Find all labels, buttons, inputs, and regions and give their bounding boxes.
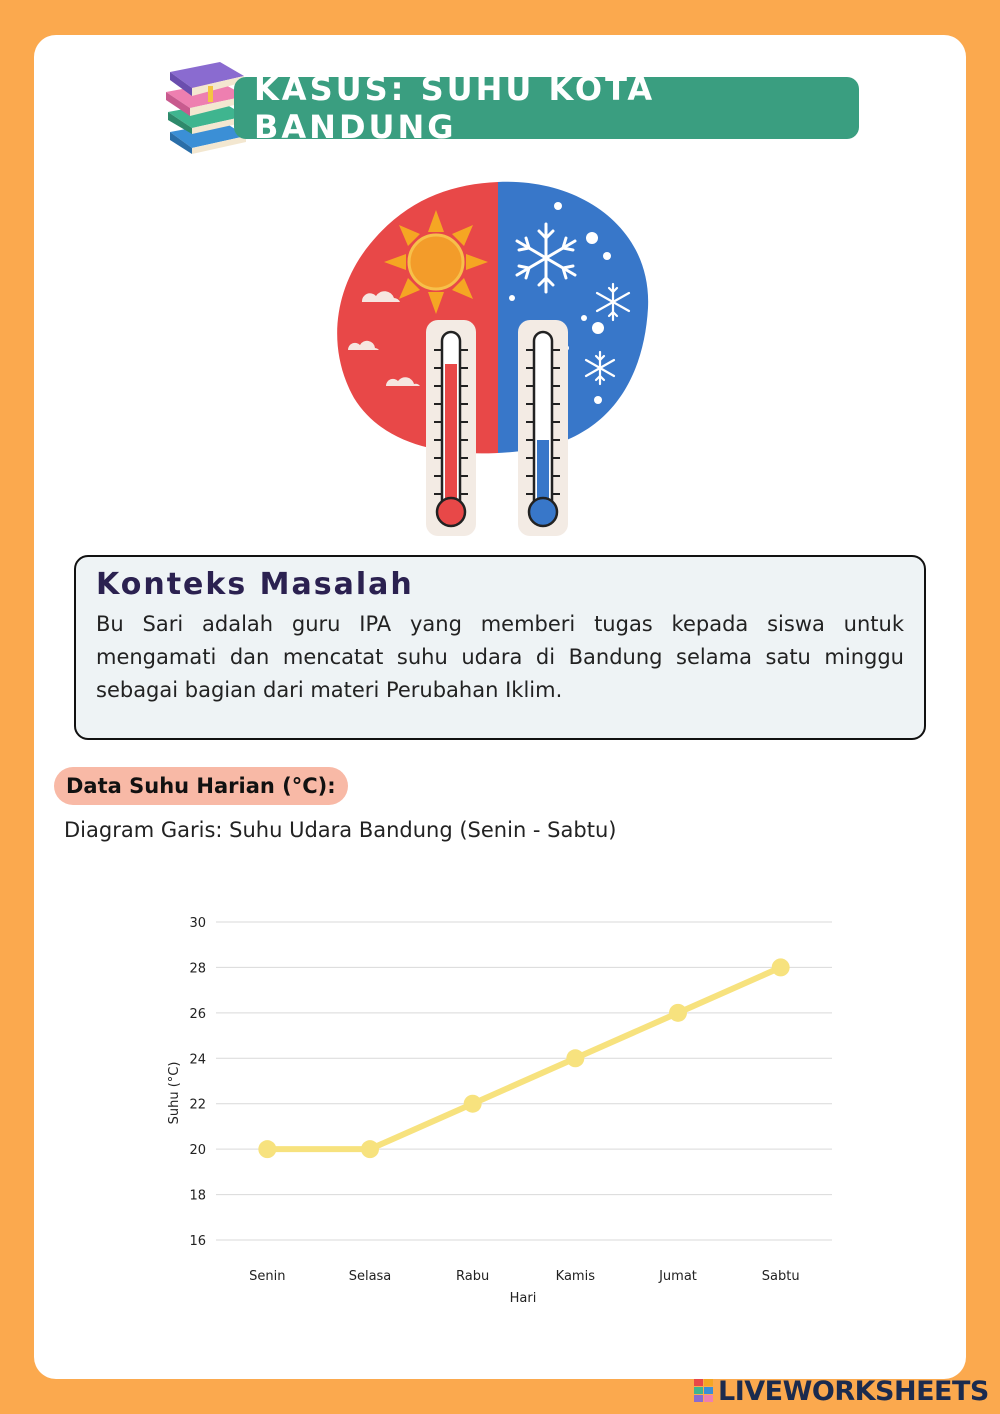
y-tick-label: 16 xyxy=(189,1234,206,1249)
data-point xyxy=(464,1095,482,1113)
sun-icon xyxy=(384,210,488,314)
hot-cold-thermometer-illustration xyxy=(330,178,660,540)
watermark-text: LIVEWORKSHEETS xyxy=(718,1375,989,1407)
y-tick-label: 22 xyxy=(189,1097,206,1113)
y-tick-label: 28 xyxy=(189,961,206,977)
liveworksheets-logo-icon xyxy=(694,1379,714,1403)
page-title: KASUS: SUHU KOTA BANDUNG xyxy=(254,70,656,146)
data-point xyxy=(772,958,790,976)
y-tick-label: 30 xyxy=(189,916,206,931)
context-body: Bu Sari adalah guru IPA yang memberi tugas kepada siswa untuk mengamati dan mencatat suhu udara di Bandung selama satu minggu sebagai bagian dari materi Perubahan Iklim. xyxy=(96,612,904,702)
title-banner xyxy=(234,70,859,146)
x-tick-label: Kamis xyxy=(555,1269,595,1284)
y-tick-label: 26 xyxy=(189,1006,206,1022)
context-box xyxy=(74,555,926,740)
x-tick-label: Selasa xyxy=(348,1269,392,1284)
diagram-caption: Diagram Garis: Suhu Udara Bandung (Senin - Sabtu) xyxy=(64,818,617,842)
data-label-text: Data Suhu Harian (°C): xyxy=(66,774,336,798)
x-tick-label: Senin xyxy=(249,1269,286,1284)
y-tick-label: 24 xyxy=(189,1052,206,1068)
y-tick-labels xyxy=(189,916,206,1249)
data-point xyxy=(669,1004,687,1022)
data-point xyxy=(361,1140,379,1158)
x-tick-label: Jumat xyxy=(659,1269,697,1284)
x-tick-label: Sabtu xyxy=(761,1269,800,1284)
y-tick-label: 18 xyxy=(189,1188,206,1204)
temperature-line-chart xyxy=(150,900,850,1320)
x-axis-label: Hari xyxy=(509,1291,537,1306)
hot-thermometer-icon xyxy=(426,320,476,536)
data-point xyxy=(566,1049,584,1067)
liveworksheets-watermark xyxy=(694,1375,989,1407)
x-tick-labels xyxy=(249,1269,799,1284)
context-heading: Konteks Masalah xyxy=(96,567,414,602)
y-axis-label: Suhu (°C) xyxy=(167,1061,182,1125)
y-tick-label: 20 xyxy=(189,1143,206,1159)
data-section-label xyxy=(54,767,348,805)
data-point xyxy=(258,1140,276,1158)
cold-thermometer-icon xyxy=(518,320,568,536)
x-tick-label: Rabu xyxy=(456,1269,490,1284)
